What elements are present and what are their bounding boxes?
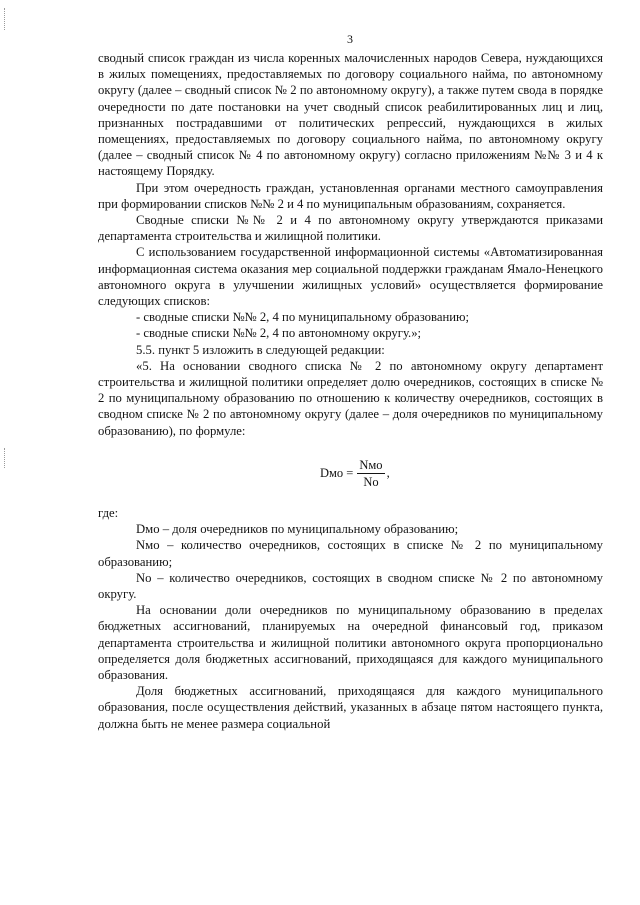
formula-fraction bbox=[357, 458, 384, 489]
formula bbox=[320, 458, 390, 489]
paragraph: Сводные списки №№ 2 и 4 по автономному округу утверждаются приказами департамента строительства и жилищной политики. bbox=[98, 213, 603, 244]
paragraph: сводный список граждан из числа коренных малочисленных народов Севера, нуждающихся в жилых помещениях, предоставляемых по договору социального найма, по автономному округу (далее – сводный список № 2 по автономному округу), а также путем свода в порядке очередности по дате постановки на учет сводный список реабилитированных лиц и лиц, признанных пострадавшими от политических репрессий, нуждающихся в жилых помещениях, предоставляемых по договору социального найма, по автономному округу (далее – сводный список № 4 по автономному округу) согласно приложениям №№ 3 и 4 к настоящему Порядку. bbox=[98, 51, 603, 179]
paragraph: С использованием государственной информационной системы «Автоматизированная информационная система оказания мер социальной поддержки гражданам Ямало-Ненецкого автономного округа в улучшении жилищных условий» осуществляется формирование следующих списков: bbox=[98, 245, 603, 309]
formula-suffix: , bbox=[386, 466, 390, 480]
list-item: - сводные списки №№ 2, 4 по автономному округу.»; bbox=[136, 326, 422, 341]
binding-margin-mark-middle bbox=[4, 448, 8, 468]
formula-denominator: Nо bbox=[363, 475, 379, 489]
formula-lhs: Dмо = bbox=[320, 466, 354, 480]
definition-item: Nо – количество очередников, состоящих в сводном списке № 2 по автономному округу. bbox=[98, 570, 603, 602]
paragraph: Доля бюджетных ассигнований, приходящаяся для каждого муниципального образования, после осуществления действий, указанных в абзаце пятом настоящего пункта, должна быть не менее размера социальной bbox=[98, 684, 603, 731]
list-item: - сводные списки №№ 2, 4 по муниципальному образованию; bbox=[136, 310, 470, 325]
definition-item: Nмо – количество очередников, состоящих в списке № 2 по муниципальному образованию; bbox=[98, 538, 603, 569]
formula-numerator: Nмо bbox=[359, 458, 383, 472]
paragraph: При этом очередность граждан, установленная органами местного самоуправления при формировании списков №№ 2 и 4 по муниципальным образованиям, сохраняется. bbox=[98, 180, 603, 211]
paragraph: 5.5. пункт 5 изложить в следующей редакции: bbox=[136, 342, 385, 357]
paragraph: На основании доли очередников по муниципальному образованию в пределах бюджетных ассигнований, планируемых на очередной финансовый год, приказом департамента строительства и жилищной политики автономного округа пропорционально определяется доля бюджетных ассигнований, приходящаяся для каждого муниципального образования. bbox=[98, 603, 603, 683]
paragraph: «5. На основании сводного списка № 2 по автономному округу департамент строительства и жилищной политики определяет долю очередников, состоящих в списке № 2 по муниципальному образованию по отношению к количеству очередников, состоящих в сводном списке № 2 по автономному округу (далее – доля очередников по муниципальному образованию), по формуле: bbox=[98, 358, 603, 438]
paragraph: где: bbox=[98, 506, 119, 520]
definition-item: Dмо – доля очередников по муниципальному образованию; bbox=[136, 522, 459, 537]
page-number: 3 bbox=[347, 32, 353, 46]
binding-margin-mark-top bbox=[4, 8, 8, 30]
body-text-top bbox=[98, 50, 603, 439]
body-text-bottom bbox=[98, 505, 603, 732]
